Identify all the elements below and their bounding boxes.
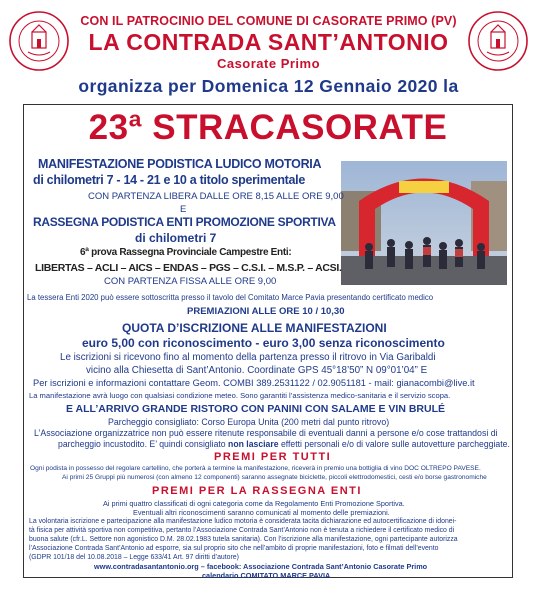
- ludico-start: CON PARTENZA LIBERA DALLE ORE 8,15 ALLE ORE 9,00: [88, 191, 344, 202]
- responsabilita-text-c: effetti personali e/o di valore sulle autovetture parcheggiate.: [278, 439, 510, 449]
- enti-distance: di chilometri 7: [135, 231, 217, 245]
- patronage-line: CON IL PATROCINIO DEL COMUNE DI CASORATE PRIMO (PV): [80, 14, 457, 28]
- responsabilita-line-1: L’Associazione organizzatrice non può essere ritenute responsabile di eventuali danni a persone e/o cose trattandosi di: [34, 428, 498, 438]
- ludico-heading: MANIFESTAZIONE PODISTICA LUDICO MOTORIA: [38, 157, 322, 171]
- iscrizioni-line-1: Le iscrizioni si ricevono fino al momento della partenza presso il ritrovo in Via Garibaldi: [60, 352, 436, 363]
- legal-line-2: tà fisica per attività sportiva non competitiva, pertanto l’Associazione Contrada Sant’Antonio non è tenuta a richiedere il certificato medico di: [29, 527, 455, 534]
- footer-calendar: calendario COMITATO MARCE PAVIA: [202, 571, 331, 580]
- ristoro-line: E ALL’ARRIVO GRANDE RISTORO CON PANINI CON SALAME E VIN BRULÉ: [66, 403, 445, 415]
- ludico-conjunction: E: [180, 204, 187, 215]
- enti-series: 6ª prova Rassegna Provinciale Campestre Enti:: [80, 247, 292, 258]
- enti-start: CON PARTENZA FISSA ALLE ORE 9,00: [104, 276, 277, 287]
- enti-heading: RASSEGNA PODISTICA ENTI PROMOZIONE SPORTIVA: [33, 215, 336, 229]
- organizer-name: LA CONTRADA SANT’ANTONIO: [88, 29, 449, 55]
- responsabilita-line-2: [58, 439, 510, 449]
- footer-links: www.contradasantantonio.org – facebook: Associazione Contrada Sant’Antonio Casorate Primo: [94, 562, 428, 571]
- premi-rassegna-heading: PREMI PER LA RASSEGNA ENTI: [152, 485, 362, 497]
- parcheggio-line: Parcheggio consigliato: Corso Europa Unita (200 metri dal punto ritrovo): [108, 417, 390, 427]
- premi-tutti-line-2: Ai primi 25 Gruppi più numerosi (con almeno 12 componenti) saranno assegnate biciclette, piccoli elettrodomestici, cesti e/o borse gastronomiche: [62, 474, 487, 481]
- legal-line-3: buona salute (cfr.L. Settore non agonistico D.M. 28.02.1983 tutela sanitaria). Con l’iscrizione alla manifestazione, ogni partecipante autorizza: [29, 536, 458, 543]
- ludico-distances: di chilometri 7 - 14 - 21 e 10 a titolo sperimentale: [33, 173, 305, 187]
- event-photo: [341, 161, 507, 285]
- quota-prices: euro 5,00 con riconoscimento - euro 3,00 senza riconoscimento: [82, 336, 445, 350]
- responsabilita-text-bold: non lasciare: [228, 439, 279, 449]
- iscrizioni-line-2: vicino alla Chiesetta di Sant’Antonio. Coordinate GPS 45°18’50” N 09°01’04” E: [86, 365, 428, 376]
- race-start-photo-icon: [341, 161, 507, 285]
- responsabilita-text-a: parcheggio incustodito. E’ quindi consigliato: [58, 439, 229, 449]
- legal-line-4: l’Associazione Contrada Sant’Antonio ad esporre, sia sul proprio sito che nell’ambito di proprie manifestazioni, foto e filmati dell’evento: [29, 545, 439, 552]
- meteo-note: La manifestazione avrà luogo con qualsiasi condizione meteo. Sono garantiti l’assistenza medico-sanitaria e il servizio scopa.: [29, 391, 451, 400]
- quota-heading: QUOTA D’ISCRIZIONE ALLE MANIFESTAZIONI: [122, 321, 387, 335]
- premiazioni-time: PREMIAZIONI ALLE ORE 10 / 10,30: [187, 306, 345, 317]
- premi-tutti-line-1: Ogni podista in possesso del regolare cartellino, che porterà a termine la manifestazione, riceverà in premio una bottiglia di vino DOC OLTREPO PAVESE.: [30, 465, 481, 472]
- town-name: Casorate Primo: [216, 56, 321, 71]
- event-title: 23ª STRACASORATE: [88, 108, 448, 147]
- enti-bodies: LIBERTAS – ACLI – AICS – ENDAS – PGS – C.S.I. – M.S.P. – ACSI.: [35, 262, 342, 274]
- premi-rassegna-line-2: Eventuali altri riconoscimenti saranno comunicati al momento delle premiazioni.: [133, 508, 390, 517]
- legal-line-5: (GDPR 101/18 del 10.08.2018 – Legge 633/41 Art. 97 diritti d’autore): [29, 554, 239, 561]
- premi-tutti-heading: PREMI PER TUTTI: [214, 451, 332, 463]
- contatti-line: Per iscrizioni e informazioni contattare Geom. COMBI 389.2531122 / 02.9051181 - mail: gianacombi@live.it: [33, 378, 475, 388]
- announce-line: organizza per Domenica 12 Gennaio 2020 la: [78, 76, 459, 96]
- tessera-note: La tessera Enti 2020 può essere sottoscritta presso il tavolo del Comitato Marce Pavia presentando certificato medico: [27, 293, 434, 302]
- premi-rassegna-line-1: Ai primi quattro classificati di ogni categoria come da Regolamento Enti Promozione Sportiva.: [103, 499, 405, 508]
- legal-line-1: La volontaria iscrizione e partecipazione alla manifestazione ludico motoria è considerata tacita dichiarazione ed autocertificazione di idonei-: [29, 518, 457, 525]
